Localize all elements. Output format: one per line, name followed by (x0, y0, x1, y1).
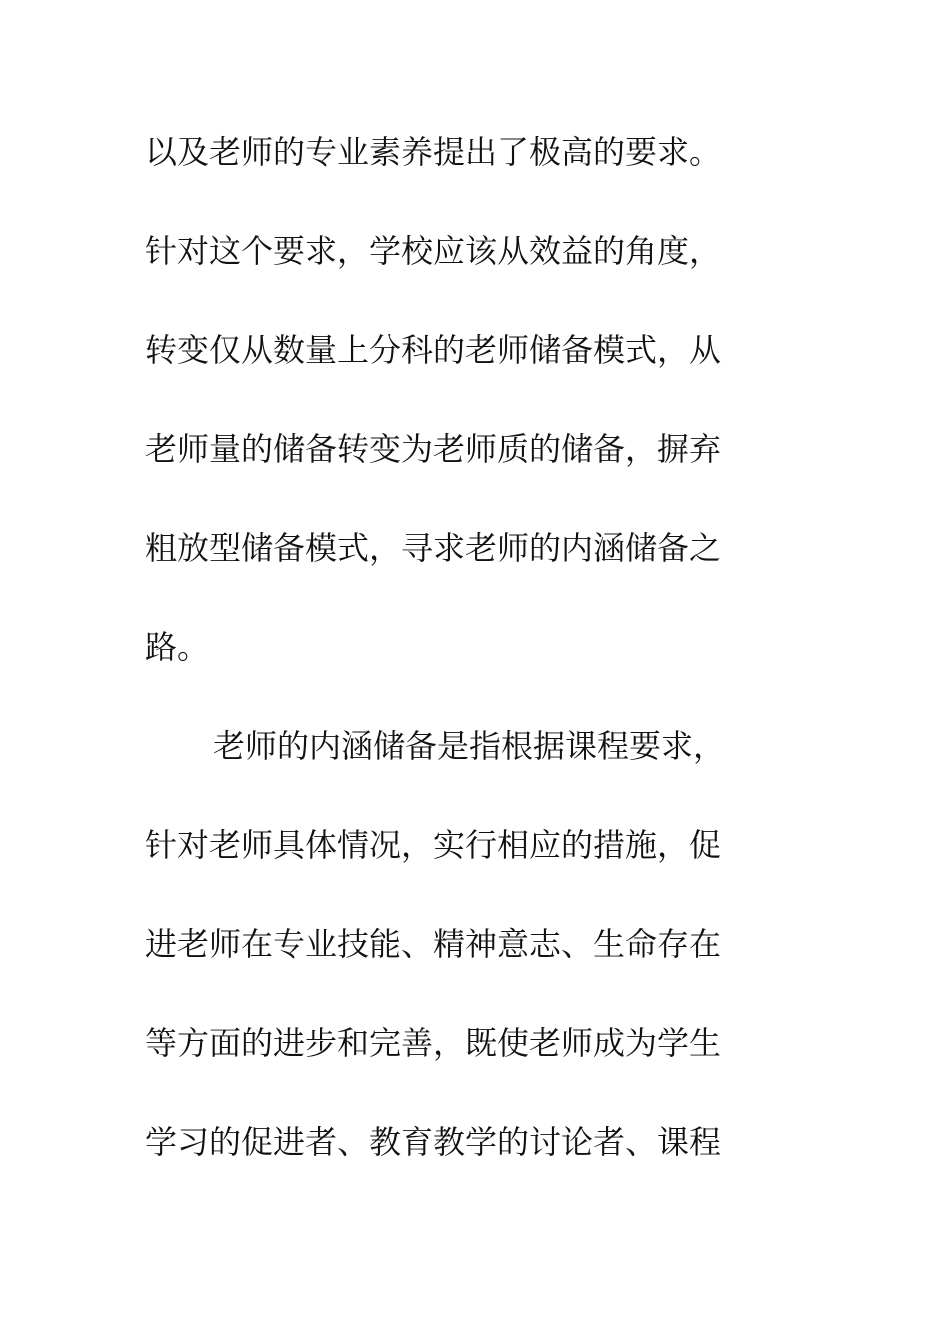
text-line: 等方面的进步和完善，既使老师成为学生 (145, 1024, 722, 1062)
paragraph-start-line: 老师的内涵储备是指根据课程要求， (213, 727, 726, 765)
text-line: 老师量的储备转变为老师质的储备，摒弃 (145, 430, 722, 468)
text-line: 以及老师的专业素养提出了极高的要求。 (145, 133, 722, 171)
text-line: 路。 (145, 628, 210, 666)
body-text (145, 120, 785, 1209)
text-line: 针对这个要求，学校应该从效益的角度， (145, 232, 722, 270)
text-line: 针对老师具体情况，实行相应的措施，促 (145, 826, 722, 864)
text-line: 转变仅从数量上分科的老师储备模式，从 (145, 331, 722, 369)
text-line: 进老师在专业技能、精神意志、生命存在 (145, 925, 722, 963)
text-line: 学习的促进者、教育教学的讨论者、课程 (145, 1123, 722, 1161)
text-line: 粗放型储备模式，寻求老师的内涵储备之 (145, 529, 722, 567)
